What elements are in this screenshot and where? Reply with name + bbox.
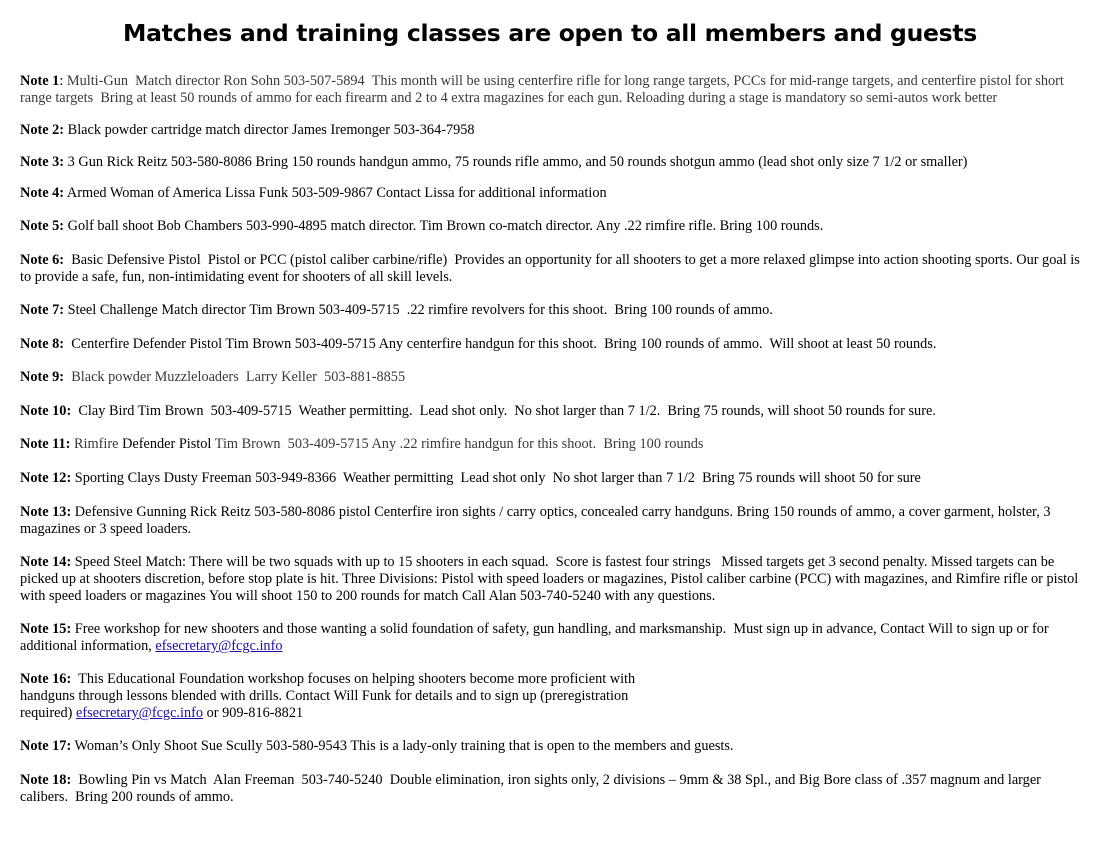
note-text: Woman’s Only Shoot Sue Scully 503-580-9543 This is a lady-only training that is open to the members and guests.: [71, 738, 734, 754]
note-label: Note 2:: [20, 122, 65, 138]
email-link[interactable]: efsecretary@fcgc.info: [155, 638, 283, 654]
note-text: This Educational Foundation workshop focuses on helping shooters become more proficient with handguns through lessons blended with drills. Contact Will Funk for details and to sign up (preregistration required): [20, 671, 639, 721]
note-2: [20, 122, 1082, 139]
note-label: Note 15:: [20, 621, 72, 637]
note-label: Note 11:: [20, 436, 71, 452]
email-link[interactable]: efsecretary@fcgc.info: [75, 705, 204, 721]
note-label: Note 9:: [20, 369, 65, 385]
note-18: [20, 772, 1082, 806]
note-label: Note 6:: [20, 252, 65, 268]
note-text: 3 Gun Rick Reitz 503-580-8086 Bring 150 rounds handgun ammo, 75 rounds rifle ammo, and 50 rounds shotgun ammo (lead shot only size 7 1/2 or smaller): [64, 154, 968, 170]
note-text: or 909-816-8821: [203, 705, 304, 721]
note-label: Note 4:: [20, 185, 65, 201]
note-12: [20, 470, 1082, 487]
note-text: Centerfire Defender Pistol Tim Brown 503-409-5715 Any centerfire handgun for this shoot. Bring 100 rounds of ammo. Will shoot at least 50 rounds.: [64, 336, 937, 352]
note-separator: :: [59, 73, 64, 89]
note-text: Defender Pistol: [122, 436, 212, 452]
note-label: Note 7:: [20, 302, 65, 318]
note-label: Note 12:: [20, 470, 72, 486]
note-6: [20, 252, 1082, 286]
note-4: [20, 185, 1082, 202]
note-label: Note 17:: [20, 738, 72, 754]
note-11: [20, 436, 1082, 453]
note-text: Steel Challenge Match director Tim Brown 503-409-5715 .22 rimfire revolvers for this shoot. Bring 100 rounds of ammo.: [64, 302, 773, 318]
note-3: [20, 154, 1082, 171]
note-text: Basic Defensive Pistol Pistol or PCC (pistol caliber carbine/rifle) Provides an opportunity for all shooters to get a more relaxed glimpse into action shooting sports. Our goal is to provide a safe, fun, non-intimidating event for shooters of all skill levels.: [20, 252, 1084, 285]
note-label: Note 10:: [20, 403, 72, 419]
note-1: [20, 73, 1082, 107]
note-text: Bowling Pin vs Match Alan Freeman 503-740-5240 Double elimination, iron sights only, 2 divisions – 9mm & 38 Spl., and Big Bore class of .357 magnum and larger calibers. Bring 200 rounds of ammo.: [20, 772, 1045, 805]
note-text: Sporting Clays Dusty Freeman 503-949-8366 Weather permitting Lead shot only No shot larger than 7 1/2 Bring 75 rounds will shoot 50 for sure: [71, 470, 921, 486]
note-text: Tim Brown 503-409-5715 Any .22 rimfire handgun for this shoot. Bring 100 rounds: [211, 436, 704, 452]
note-text: Speed Steel Match: There will be two squads with up to 15 shooters in each squad. Score is fastest four strings Missed targets get 3 second penalty. Missed targets can be picked up at shooters discretion, before stop plate is hit. Three Divisions: Pistol with speed loaders or magazines, Pistol caliber carbine (PCC) with magazines, and Rimfire rifle or pistol with speed loaders or magazines You will shoot 150 to 200 rounds for match Call Alan 503-740-5240 with any questions.: [20, 554, 1082, 604]
note-text: Armed Woman of America Lissa Funk 503-509-9867 Contact Lissa for additional information: [64, 185, 607, 201]
note-label: Note 16:: [20, 671, 72, 687]
note-16: [20, 671, 660, 722]
note-text: Free workshop for new shooters and those wanting a solid foundation of safety, gun handling, and marksmanship. Must sign up in advance, Contact Will to sign up or for additional information,: [20, 621, 1053, 654]
note-label: Note 18:: [20, 772, 72, 788]
note-text: Black powder Muzzleloaders Larry Keller 503-881-8855: [64, 369, 406, 385]
note-label: Note 8:: [20, 336, 65, 352]
note-text: Clay Bird Tim Brown 503-409-5715 Weather permitting. Lead shot only. No shot larger than 7 1/2. Bring 75 rounds, will shoot 50 rounds for sure.: [71, 403, 936, 419]
note-5: [20, 218, 1082, 235]
page-title: Matches and training classes are open to all members and guests: [123, 19, 977, 47]
note-9: [20, 369, 1082, 386]
note-label: Note 1: [20, 73, 60, 89]
note-7: [20, 302, 1082, 319]
note-15: [20, 621, 1082, 655]
note-17: [20, 738, 1082, 755]
note-text: Rimfire: [70, 436, 123, 452]
note-8: [20, 336, 1082, 353]
note-text: Black powder cartridge match director James Iremonger 503-364-7958: [64, 122, 475, 138]
note-label: Note 14:: [20, 554, 72, 570]
note-text: Defensive Gunning Rick Reitz 503-580-8086 pistol Centerfire iron sights / carry optics, concealed carry handguns. Bring 150 rounds of ammo, a cover garment, holster, 3 magazines or 3 speed loaders.: [20, 504, 1055, 537]
note-14: [20, 554, 1082, 605]
note-13: [20, 504, 1082, 538]
note-text: Golf ball shoot Bob Chambers 503-990-4895 match director. Tim Brown co-match director. Any .22 rimfire rifle. Bring 100 rounds.: [64, 218, 824, 234]
note-label: Note 13:: [20, 504, 72, 520]
note-text: Multi-Gun Match director Ron Sohn 503-507-5894 This month will be using centerfire rifle for long range targets, PCCs for mid-range targets, and centerfire pistol for short range targets Bring at least 50 rounds of ammo for each firearm and 2 to 4 extra magazines for each gun. Reloading during a stage is mandatory so semi-autos work better: [20, 73, 1068, 106]
note-label: Note 5:: [20, 218, 65, 234]
note-label: Note 3:: [20, 154, 65, 170]
note-10: [20, 403, 1082, 420]
